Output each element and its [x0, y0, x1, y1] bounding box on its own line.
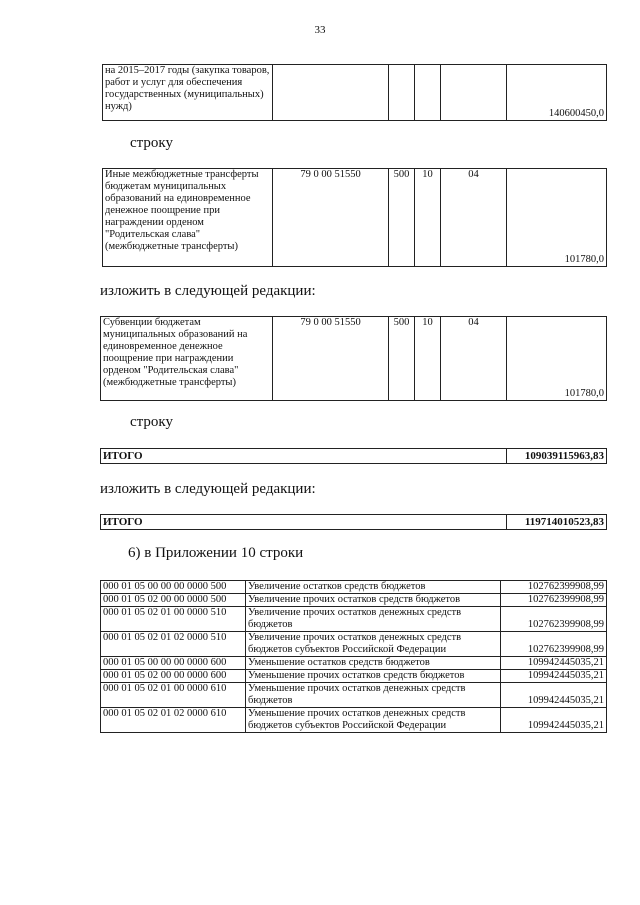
row-name: Уменьшение прочих остатков денежных средств бюджетов [246, 683, 501, 708]
table-old-row [102, 168, 607, 267]
table-row [103, 169, 607, 267]
table-row [101, 683, 607, 708]
label-stroku-1: строку [130, 135, 173, 151]
table-fragment-top [102, 64, 607, 121]
row-name: Увеличение остатков средств бюджетов [246, 581, 501, 594]
sources-table [100, 580, 607, 733]
row-name: Уменьшение остатков средств бюджетов [246, 657, 501, 670]
row-pr: 04 [441, 169, 507, 267]
row-code: 000 01 05 02 00 00 0000 600 [101, 670, 246, 683]
table-row [101, 708, 607, 733]
row-code: 000 01 05 02 01 00 0000 610 [101, 683, 246, 708]
total-old [100, 448, 607, 464]
row-name: Уменьшение прочих остатков средств бюджетов [246, 670, 501, 683]
row-amount: 109942445035,21 [501, 670, 607, 683]
row-amount: 101780,0 [507, 169, 607, 267]
label-edit-1: изложить в следующей редакции: [100, 283, 316, 299]
table-row [101, 594, 607, 607]
row-amount: 101780,0 [507, 317, 607, 401]
label-appendix: 6) в Приложении 10 строки [128, 545, 304, 561]
table-row [101, 581, 607, 594]
label-stroku-2: строку [130, 414, 173, 430]
total-amount: 119714010523,83 [507, 515, 607, 530]
table-row [101, 657, 607, 670]
label-edit-2: изложить в следующей редакции: [100, 481, 316, 497]
table-row [101, 449, 607, 464]
row-code: 000 01 05 02 01 02 0000 510 [101, 632, 246, 657]
row-name: Увеличение прочих остатков денежных средств бюджетов субъектов Российской Федерации [246, 632, 501, 657]
row-vr: 500 [389, 317, 415, 401]
total-label: ИТОГО [101, 449, 507, 464]
row-amount: 102762399908,99 [501, 594, 607, 607]
row-pr: 04 [441, 317, 507, 401]
table-row [103, 65, 607, 121]
total-amount: 109039115963,83 [507, 449, 607, 464]
row-amount: 102762399908,99 [501, 607, 607, 632]
row-rz: 10 [415, 169, 441, 267]
row-name: Уменьшение прочих остатков денежных средств бюджетов субъектов Российской Федерации [246, 708, 501, 733]
row-amount: 102762399908,99 [501, 632, 607, 657]
row-code: 79 0 00 51550 [273, 317, 389, 401]
table-new-row [100, 316, 607, 401]
table-row [101, 607, 607, 632]
total-label: ИТОГО [101, 515, 507, 530]
row-vr: 500 [389, 169, 415, 267]
row-code: 000 01 05 00 00 00 0000 500 [101, 581, 246, 594]
row-rz: 10 [415, 317, 441, 401]
row-code: 79 0 00 51550 [273, 169, 389, 267]
row-code: 000 01 05 02 01 00 0000 510 [101, 607, 246, 632]
page-number: 33 [314, 24, 326, 36]
row-code: 000 01 05 02 01 02 0000 610 [101, 708, 246, 733]
row-amount: 140600450,0 [507, 65, 607, 121]
table-row [101, 515, 607, 530]
row-amount: 109942445035,21 [501, 708, 607, 733]
row-amount: 109942445035,21 [501, 657, 607, 670]
table-row [101, 632, 607, 657]
row-amount: 109942445035,21 [501, 683, 607, 708]
row-amount: 102762399908,99 [501, 581, 607, 594]
table-row [101, 317, 607, 401]
row-name: Увеличение прочих остатков денежных средств бюджетов [246, 607, 501, 632]
sources-table-body [101, 581, 607, 733]
row-name: Увеличение прочих остатков средств бюджетов [246, 594, 501, 607]
row-name: Иные межбюджетные трансферты бюджетам муниципальных образований на единовременное денежное поощрение при награждении орденом "Родительская слава" (межбюджетные трансферты) [103, 169, 273, 267]
row-code: 000 01 05 00 00 00 0000 600 [101, 657, 246, 670]
table-row [101, 670, 607, 683]
row-code: 000 01 05 02 00 00 0000 500 [101, 594, 246, 607]
row-name: Субвенции бюджетам муниципальных образований на единовременное денежное поощрение при награждении орденом "Родительская слава" (межбюджетные трансферты) [101, 317, 273, 401]
total-new [100, 514, 607, 530]
row-name: на 2015–2017 годы (закупка товаров, работ и услуг для обеспечения государственных (муниципальных) нужд) [103, 65, 273, 121]
